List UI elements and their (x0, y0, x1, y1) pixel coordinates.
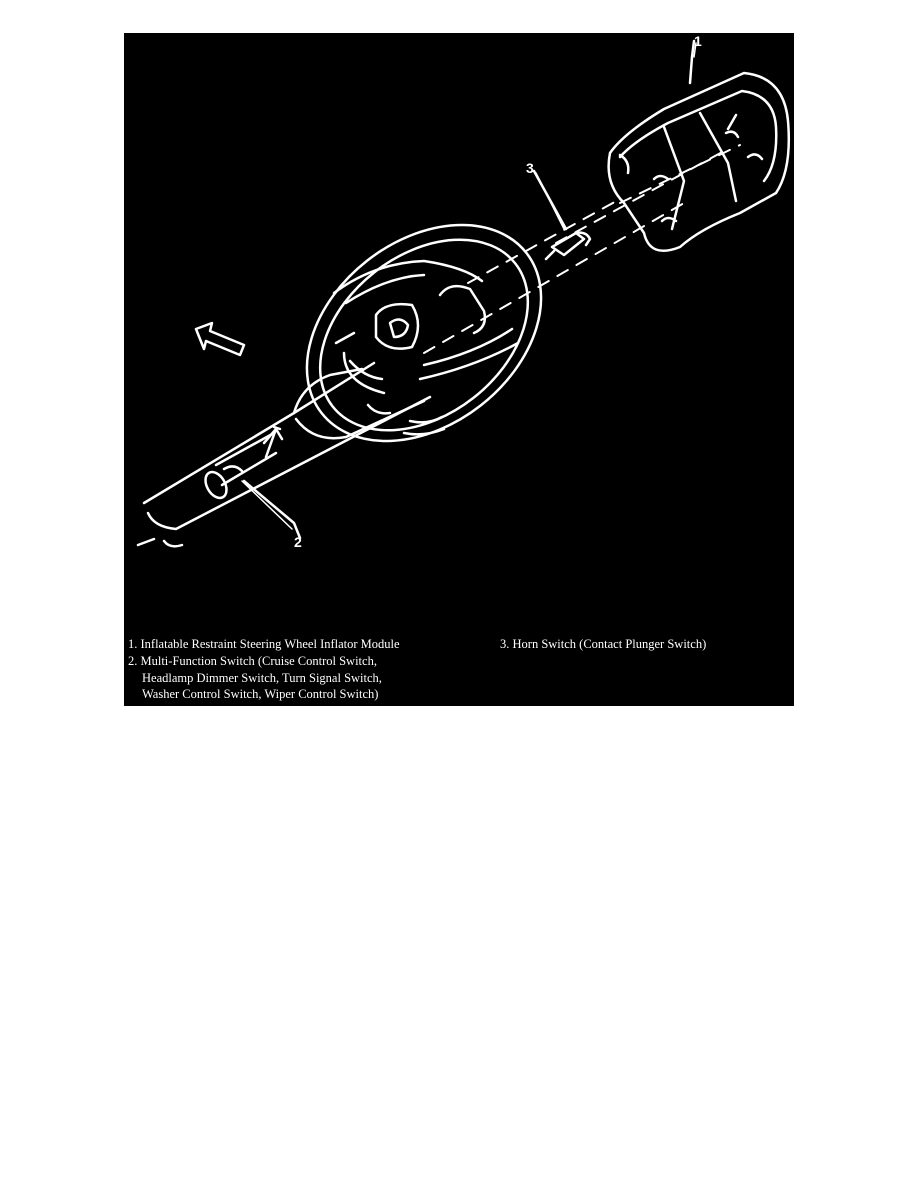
callout-3: 3 (526, 160, 534, 176)
direction-arrow (196, 323, 244, 355)
callout-2: 2 (294, 534, 302, 550)
figure-legend (124, 633, 794, 706)
callout-1: 1 (694, 33, 702, 49)
legend-item-1 (128, 636, 400, 653)
callout-leaders (242, 43, 696, 529)
legend-item-1-text: 1. Inflatable Restraint Steering Wheel Inflator Module (128, 637, 400, 651)
legend-item-2-line-1: 2. Multi-Function Switch (Cruise Control Switch, (128, 654, 377, 668)
legend-item-3 (500, 636, 706, 653)
multifunction-switch (201, 427, 300, 538)
diagram-figure (124, 33, 794, 706)
legend-item-2 (128, 653, 382, 703)
inflator-module (609, 41, 789, 251)
legend-item-2-line-3: Washer Control Switch, Wiper Control Switch) (142, 687, 379, 701)
steering-wheel (265, 180, 583, 485)
legend-item-3-text: 3. Horn Switch (Contact Plunger Switch) (500, 637, 707, 651)
steering-column (138, 363, 430, 546)
legend-item-2-line-2: Headlamp Dimmer Switch, Turn Signal Switch, (142, 670, 382, 685)
steering-column-exploded-view (124, 33, 794, 633)
alignment-lines (424, 145, 740, 353)
